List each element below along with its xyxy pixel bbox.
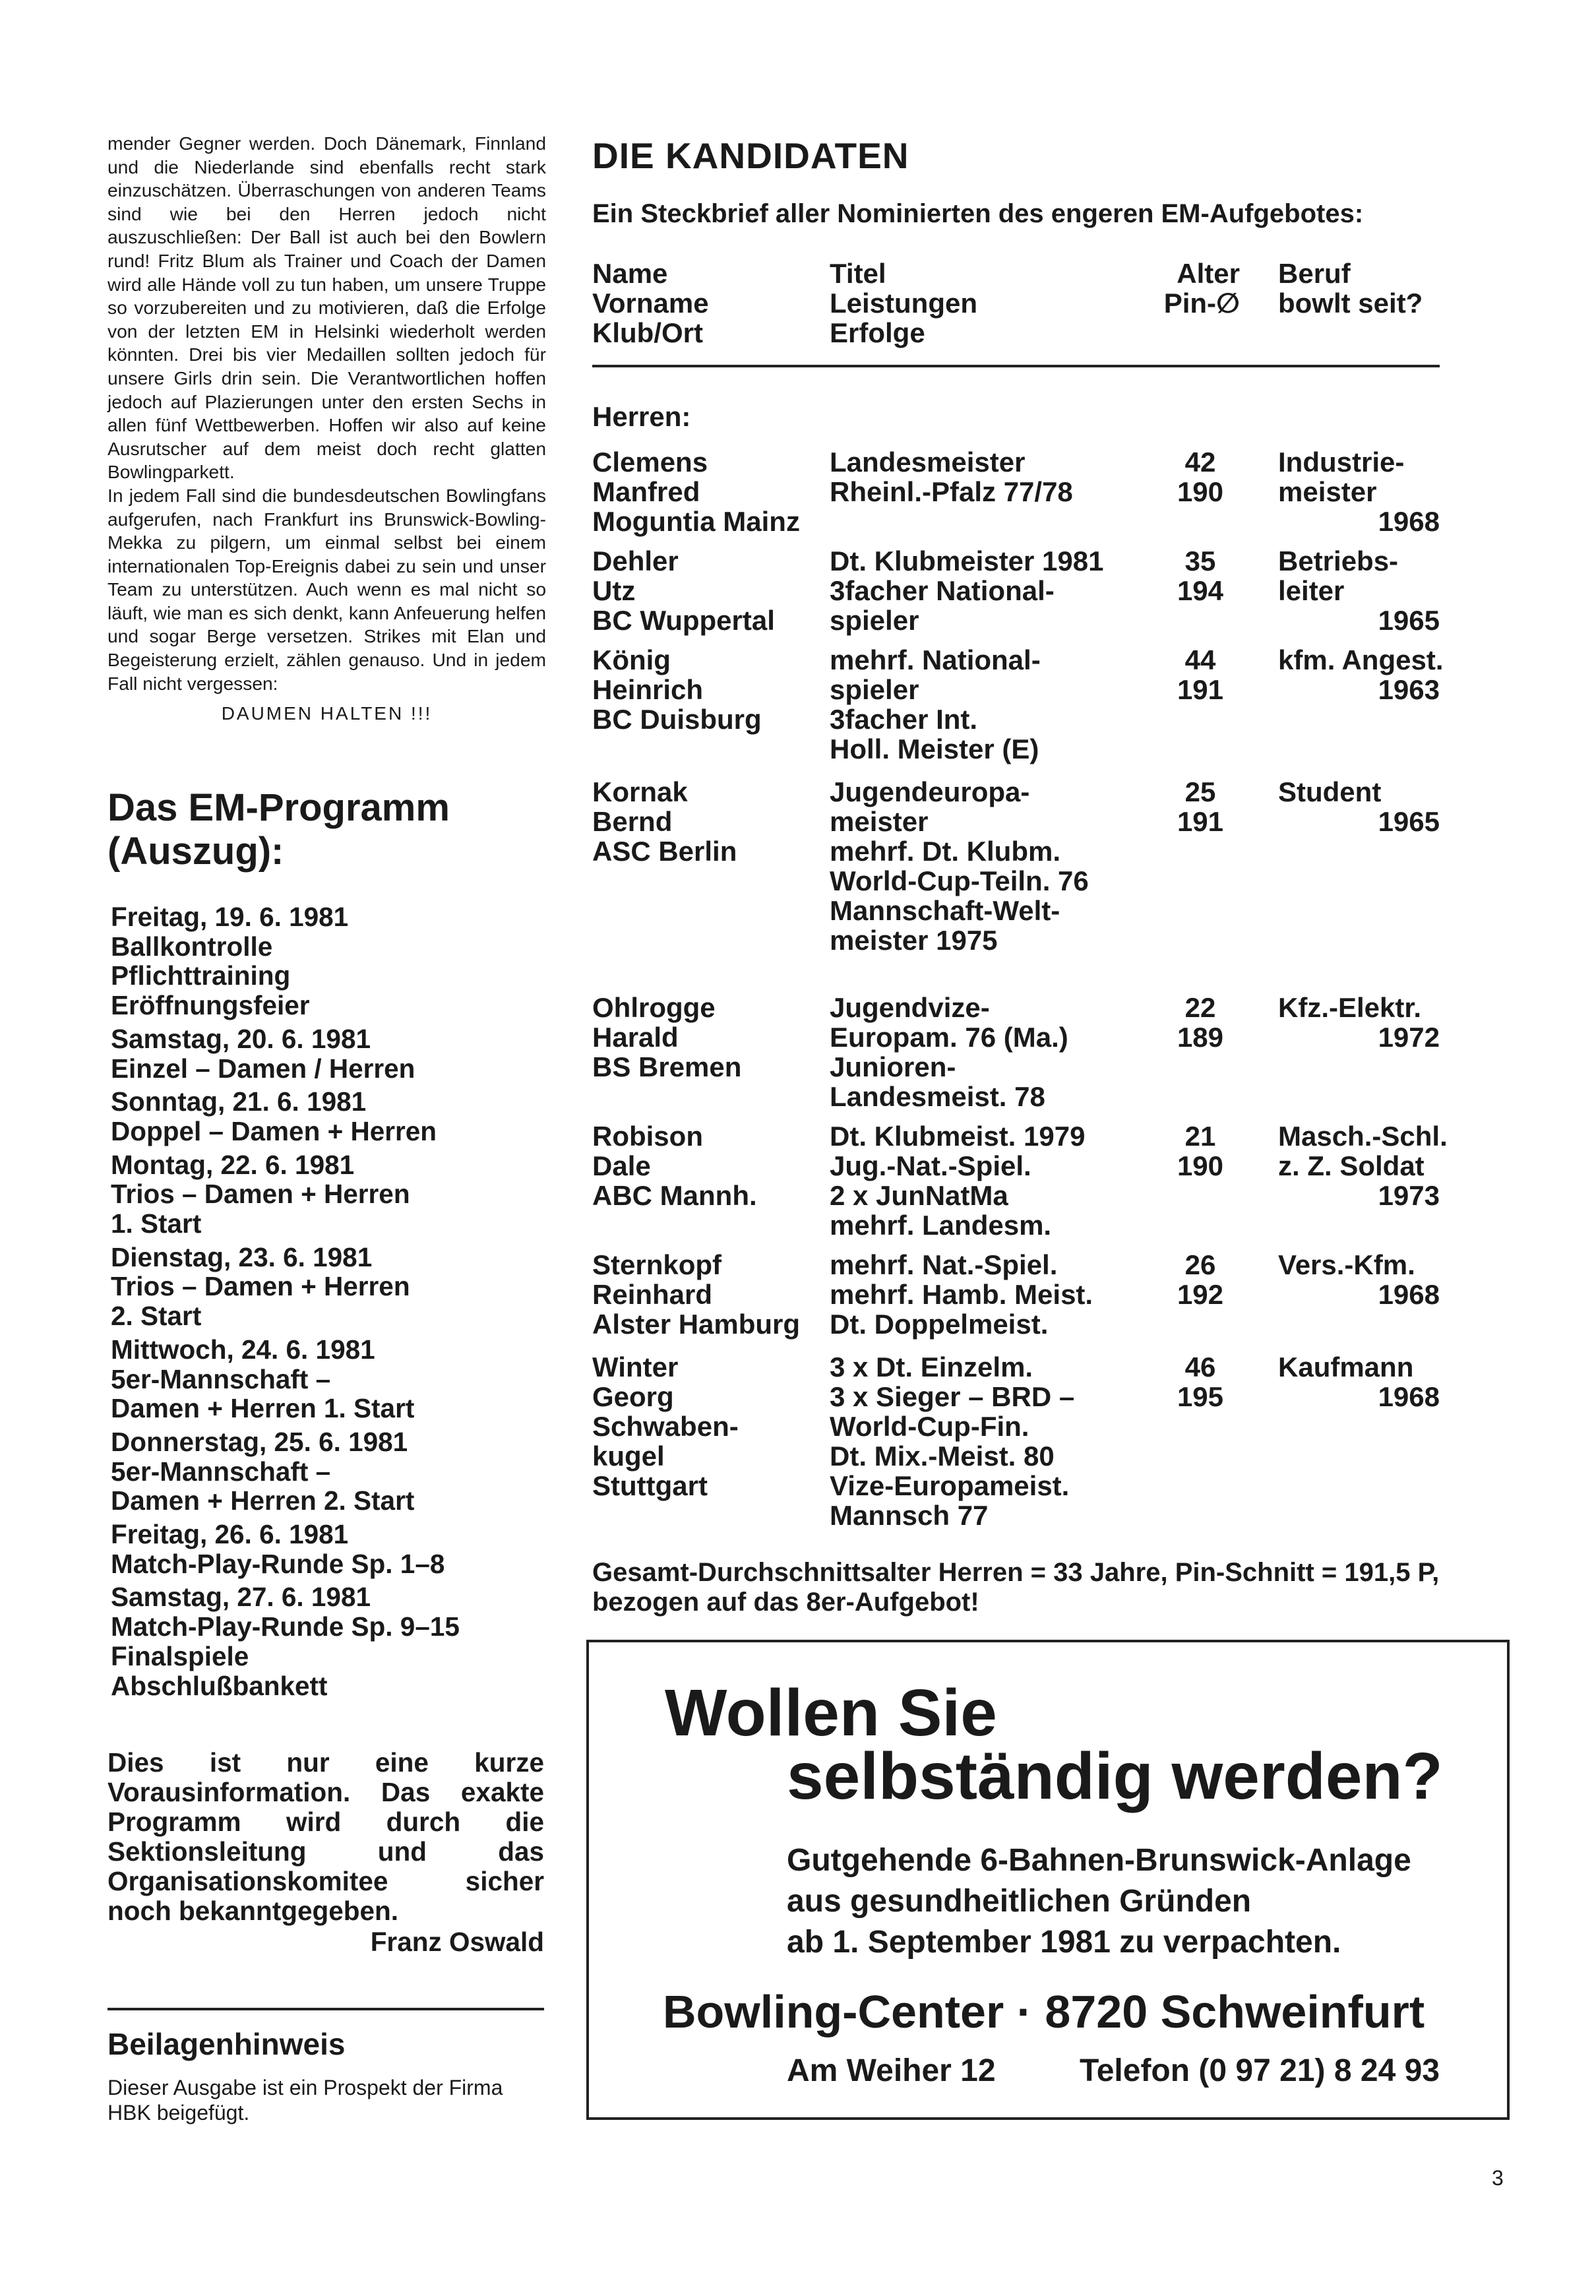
name-line: BC Duisburg <box>592 704 762 735</box>
bowlt-seit: 1965 <box>1378 605 1440 636</box>
titel-line: spieler <box>830 674 919 705</box>
titel-line: Dt. Doppelmeist. <box>830 1309 1049 1340</box>
summary-text: Gesamt-Durchschnittsalter Herren = 33 Jahre, Pin-Schnitt = 191,5 P, bezogen auf das 8er-Aufgebot! <box>592 1558 1440 1617</box>
table-divider <box>592 365 1440 367</box>
titel-line: Junioren- <box>830 1051 956 1082</box>
beruf-line: Student <box>1278 776 1382 807</box>
name-line: Reinhard <box>592 1279 713 1310</box>
name-line: BS Bremen <box>592 1051 742 1082</box>
name-line: Schwaben- <box>592 1411 739 1442</box>
alter-value: 42 <box>1184 447 1216 478</box>
titel-line: Dt. Klubmeister 1981 <box>830 545 1104 576</box>
titel-line: 3facher Int. <box>830 704 978 735</box>
candidate-titel <box>830 546 1104 635</box>
titel-line: Landesmeist. 78 <box>830 1081 1045 1112</box>
titel-line: meister <box>830 806 929 837</box>
program-date: Montag, 22. 6. 1981 <box>111 1149 355 1180</box>
program-event: 5er-Mannschaft – <box>111 1363 331 1394</box>
candidate-name <box>592 993 741 1082</box>
beruf-line: Industrie- <box>1278 447 1405 478</box>
name-line: Winter <box>592 1351 679 1382</box>
program-event: Damen + Herren 2. Start <box>111 1485 415 1516</box>
advertisement-box <box>586 1640 1510 2120</box>
header-titel-column <box>830 259 977 348</box>
titel-line: spieler <box>830 605 919 636</box>
program-event: Eröffnungsfeier <box>111 990 310 1021</box>
header-alter-column <box>1161 259 1240 318</box>
note-author: Franz Oswald <box>370 1927 544 1957</box>
bowlt-seit: 1972 <box>1378 1022 1440 1053</box>
header-label: Alter <box>1177 258 1240 289</box>
titel-line: 2 x JunNatMa <box>830 1180 1008 1211</box>
program-day <box>111 1150 460 1239</box>
name-line: Dehler <box>592 545 679 576</box>
ad-headline-2: selbständig werden? <box>787 1739 1443 1813</box>
name-line: Bernd <box>592 806 673 837</box>
titel-line: Landesmeister <box>830 447 1026 478</box>
candidate-alter <box>1148 1250 1253 1309</box>
titel-line: Europam. 76 (Ma.) <box>830 1022 1068 1053</box>
note-text: Dies ist nur eine kurze Vorausinformation. Das exakte Programm wird durch die Sektionsleitung und das Organisationskomitee sicher noch bekanntgegeben. <box>107 1747 544 1926</box>
titel-line: World-Cup-Fin. <box>830 1411 1029 1442</box>
candidate-alter <box>1148 447 1253 507</box>
titel-line: mehrf. Dt. Klubm. <box>830 836 1061 867</box>
pin-value: 189 <box>1177 1022 1224 1053</box>
name-line: Harald <box>592 1022 679 1053</box>
titel-line: mehrf. Nat.-Spiel. <box>830 1249 1058 1280</box>
name-line: Alster Hamburg <box>592 1309 801 1340</box>
header-beruf-column <box>1278 259 1423 318</box>
beilage-title: Beilagenhinweis <box>107 2027 346 2061</box>
candidate-name <box>592 777 737 866</box>
program-date: Dienstag, 23. 6. 1981 <box>111 1241 373 1272</box>
titel-line: Jug.-Nat.-Spiel. <box>830 1150 1031 1181</box>
beilage-text: Dieser Ausgabe ist ein Prospekt der Firma HBK beigefügt. <box>107 2076 503 2125</box>
candidate-beruf <box>1278 1250 1440 1309</box>
titel-line: 3 x Sieger – BRD – <box>830 1381 1075 1412</box>
left-divider <box>107 2008 544 2010</box>
program-day <box>111 1243 460 1331</box>
beruf-line: Vers.-Kfm. <box>1278 1249 1415 1280</box>
bowlt-seit: 1968 <box>1378 1381 1440 1412</box>
candidate-beruf <box>1278 1352 1440 1412</box>
header-label: Beruf <box>1278 258 1351 289</box>
name-line: Manfred <box>592 476 700 507</box>
program-day <box>111 1582 460 1700</box>
header-label: Leistungen <box>830 288 978 319</box>
name-line: Ohlrogge <box>592 992 716 1023</box>
candidate-beruf <box>1278 1121 1448 1211</box>
ad-body <box>787 1840 1411 1963</box>
program-day <box>111 1335 460 1423</box>
candidate-titel <box>830 1250 1093 1339</box>
program-title-line2: (Auszug): <box>107 830 284 873</box>
pin-value: 190 <box>1177 1150 1224 1181</box>
titel-line: Jugendeuropa- <box>830 776 1030 807</box>
ad-headline-1: Wollen Sie <box>665 1676 997 1750</box>
ad-phone: Telefon (0 97 21) 8 24 93 <box>1079 2053 1440 2088</box>
titel-line: Dt. Mix.-Meist. 80 <box>830 1441 1055 1472</box>
program-list <box>111 902 460 1704</box>
section-herren: Herren: <box>592 401 691 432</box>
header-label: bowlt seit? <box>1278 288 1423 319</box>
header-label: Vorname <box>592 288 709 319</box>
candidate-titel <box>830 1352 1074 1530</box>
program-day <box>111 1520 460 1578</box>
name-line: Georg <box>592 1381 674 1412</box>
beruf-line: z. Z. Soldat <box>1278 1150 1425 1181</box>
beruf-line: Kaufmann <box>1278 1351 1414 1382</box>
name-line: Heinrich <box>592 674 704 705</box>
alter-value: 46 <box>1184 1351 1216 1382</box>
alter-value: 25 <box>1184 776 1216 807</box>
bowlt-seit: 1963 <box>1378 674 1440 705</box>
alter-value: 44 <box>1184 644 1216 675</box>
program-event: Match-Play-Runde Sp. 9–15 <box>111 1611 460 1642</box>
bowlt-seit: 1973 <box>1378 1180 1440 1211</box>
beruf-line: Kfz.-Elektr. <box>1278 992 1422 1023</box>
titel-line: 3facher National- <box>830 575 1055 606</box>
program-event: Doppel – Damen + Herren <box>111 1115 437 1146</box>
ad-body-line: Gutgehende 6-Bahnen-Brunswick-Anlage <box>787 1843 1411 1878</box>
program-event: 1. Start <box>111 1208 202 1239</box>
name-line: Dale <box>592 1150 651 1181</box>
titel-line: mehrf. National- <box>830 644 1041 675</box>
candidate-beruf <box>1278 644 1444 705</box>
program-event: 2. Start <box>111 1301 202 1332</box>
intro-paragraph-1: mender Gegner werden. Doch Dänemark, Finnland und die Niederlande sind ebenfalls recht stark einzuschätzen. Überraschungen von anderen Teams sind wie bei den Herren jedoch nicht auszuschließen: Der Ball ist auch bei den Bowlern rund! Fritz Blum als Trainer und Coach der Damen wird alle Hände voll zu tun haben, um unsere Truppe so vorzubereiten und zu motivieren, daß die Erfolge von der letzten EM in Helsinki wiederholt werden könnten. Drei bis vier Medaillen sollten jedoch für unsere Girls drin sein. Die Verantwortlichen hoffen jedoch auf Plazierungen unter den ersten Sechs in allen fünf Wettbewerben. Hoffen wir also auf keine Ausrutscher auf dem meist doch recht glatten Bowlingparkett. <box>107 133 546 483</box>
bowlt-seit: 1968 <box>1378 1279 1440 1310</box>
alter-value: 35 <box>1184 545 1216 576</box>
candidate-alter <box>1148 993 1253 1052</box>
program-date: Freitag, 19. 6. 1981 <box>111 902 349 932</box>
name-line: ABC Mannh. <box>592 1180 757 1211</box>
program-title <box>107 786 450 873</box>
titel-line: mehrf. Hamb. Meist. <box>830 1279 1093 1310</box>
titel-line: meister 1975 <box>830 925 998 956</box>
header-label: Titel <box>830 258 886 289</box>
candidate-beruf <box>1278 777 1440 836</box>
intro-closing: DAUMEN HALTEN !!! <box>221 703 433 724</box>
program-day <box>111 1427 460 1516</box>
titel-line: Dt. Klubmeist. 1979 <box>830 1121 1086 1152</box>
program-event: Ballkontrolle <box>111 931 273 962</box>
program-date: Donnerstag, 25. 6. 1981 <box>111 1426 408 1457</box>
candidate-beruf <box>1278 546 1440 635</box>
program-event: Einzel – Damen / Herren <box>111 1053 415 1084</box>
name-line: Utz <box>592 575 636 606</box>
intro-paragraph-2: In jedem Fall sind die bundesdeutschen Bowlingfans aufgerufen, nach Frankfurt ins Brunswick-Bowling-Mekka zu pilgern, um einmal selbst bei einem internationalen Top-Ereignis dabei zu sein und unser Team zu unterstützen. Auch wenn es mal nicht so läuft, wie man es sich denkt, kann Anfeuerung helfen und sogar Berge versetzen. Strikes mit Elan und Begeisterung erzielt, zählen genauso. Und in jedem Fall nicht vergessen: <box>107 484 546 694</box>
program-title-line1: Das EM-Programm <box>107 786 450 829</box>
kandidaten-subtitle: Ein Steckbrief aller Nominierten des engeren EM-Aufgebotes: <box>592 199 1364 228</box>
candidate-beruf <box>1278 993 1440 1052</box>
beruf-line: Betriebs- <box>1278 545 1399 576</box>
beruf-line: leiter <box>1278 575 1345 606</box>
titel-line: mehrf. Landesm. <box>830 1210 1052 1241</box>
candidate-name <box>592 1250 800 1339</box>
pin-value: 194 <box>1177 575 1224 606</box>
candidate-name <box>592 645 762 734</box>
program-event: Abschlußbankett <box>111 1670 328 1701</box>
candidate-alter <box>1148 1121 1253 1181</box>
ad-body-line: ab 1. September 1981 zu verpachten. <box>787 1925 1341 1960</box>
candidate-titel <box>830 1121 1085 1240</box>
name-line: BC Wuppertal <box>592 605 775 636</box>
ad-company: Bowling-Center · 8720 Schweinfurt <box>663 1986 1425 2037</box>
candidate-name <box>592 546 775 635</box>
candidate-titel <box>830 645 1041 764</box>
program-event: Match-Play-Runde Sp. 1–8 <box>111 1548 445 1579</box>
intro-text <box>107 132 546 695</box>
bowlt-seit: 1965 <box>1378 806 1440 837</box>
pin-value: 195 <box>1177 1381 1224 1412</box>
program-day <box>111 1087 460 1146</box>
program-date: Sonntag, 21. 6. 1981 <box>111 1086 367 1117</box>
program-date: Mittwoch, 24. 6. 1981 <box>111 1334 375 1365</box>
candidate-beruf <box>1278 447 1440 536</box>
program-event: Trios – Damen + Herren <box>111 1271 410 1302</box>
program-note <box>107 1748 544 1957</box>
program-event: Damen + Herren 1. Start <box>111 1393 415 1424</box>
ad-address: Am Weiher 12 <box>787 2053 996 2088</box>
pin-value: 191 <box>1177 806 1224 837</box>
titel-line: Holl. Meister (E) <box>830 733 1039 764</box>
program-date: Freitag, 26. 6. 1981 <box>111 1519 349 1550</box>
header-name-column <box>592 259 709 348</box>
program-date: Samstag, 27. 6. 1981 <box>111 1582 371 1613</box>
name-line: König <box>592 644 671 675</box>
candidate-titel <box>830 447 1073 507</box>
candidate-alter <box>1148 777 1253 836</box>
name-line: kugel <box>592 1441 665 1472</box>
alter-value: 21 <box>1184 1121 1216 1152</box>
titel-line: Jugendvize- <box>830 992 990 1023</box>
beruf-line: kfm. Angest. <box>1278 644 1444 675</box>
titel-line: Rheinl.-Pfalz 77/78 <box>830 476 1073 507</box>
bowlt-seit: 1968 <box>1378 506 1440 537</box>
page-number: 3 <box>1492 2166 1504 2190</box>
program-event: Trios – Damen + Herren <box>111 1179 410 1210</box>
program-day <box>111 902 460 1020</box>
intro-article <box>107 132 546 724</box>
candidate-name <box>592 1121 757 1210</box>
program-event: Finalspiele <box>111 1640 249 1671</box>
program-date: Samstag, 20. 6. 1981 <box>111 1023 371 1054</box>
program-day <box>111 1024 460 1083</box>
name-line: ASC Berlin <box>592 836 737 867</box>
candidate-titel <box>830 777 1089 955</box>
ad-body-line: aus gesundheitlichen Gründen <box>787 1884 1252 1919</box>
beruf-line: Masch.-Schl. <box>1278 1121 1448 1152</box>
header-label: Pin-∅ <box>1163 288 1240 319</box>
candidate-name <box>592 447 800 536</box>
beruf-line: meister <box>1278 476 1377 507</box>
candidate-alter <box>1148 1352 1253 1412</box>
kandidaten-title: DIE KANDIDATEN <box>592 135 909 176</box>
alter-value: 22 <box>1184 992 1216 1023</box>
titel-line: Mannsch 77 <box>830 1500 989 1531</box>
program-event: Pflichttraining <box>111 960 291 991</box>
titel-line: Mannschaft-Welt- <box>830 895 1060 926</box>
name-line: Robison <box>592 1121 703 1152</box>
program-event: 5er-Mannschaft – <box>111 1456 331 1487</box>
header-label: Klub/Ort <box>592 317 703 348</box>
pin-value: 191 <box>1177 674 1224 705</box>
name-line: Clemens <box>592 447 708 478</box>
titel-line: Vize-Europameist. <box>830 1470 1070 1501</box>
titel-line: 3 x Dt. Einzelm. <box>830 1351 1033 1382</box>
name-line: Stuttgart <box>592 1470 708 1501</box>
candidate-titel <box>830 993 1068 1111</box>
header-label: Name <box>592 258 668 289</box>
candidate-alter <box>1148 645 1253 704</box>
pin-value: 192 <box>1177 1279 1224 1310</box>
name-line: Kornak <box>592 776 688 807</box>
alter-value: 26 <box>1184 1249 1216 1280</box>
candidate-alter <box>1148 546 1253 605</box>
pin-value: 190 <box>1177 476 1224 507</box>
header-label: Erfolge <box>830 317 925 348</box>
name-line: Moguntia Mainz <box>592 506 800 537</box>
candidate-name <box>592 1352 739 1501</box>
name-line: Sternkopf <box>592 1249 722 1280</box>
titel-line: World-Cup-Teiln. 76 <box>830 865 1089 896</box>
